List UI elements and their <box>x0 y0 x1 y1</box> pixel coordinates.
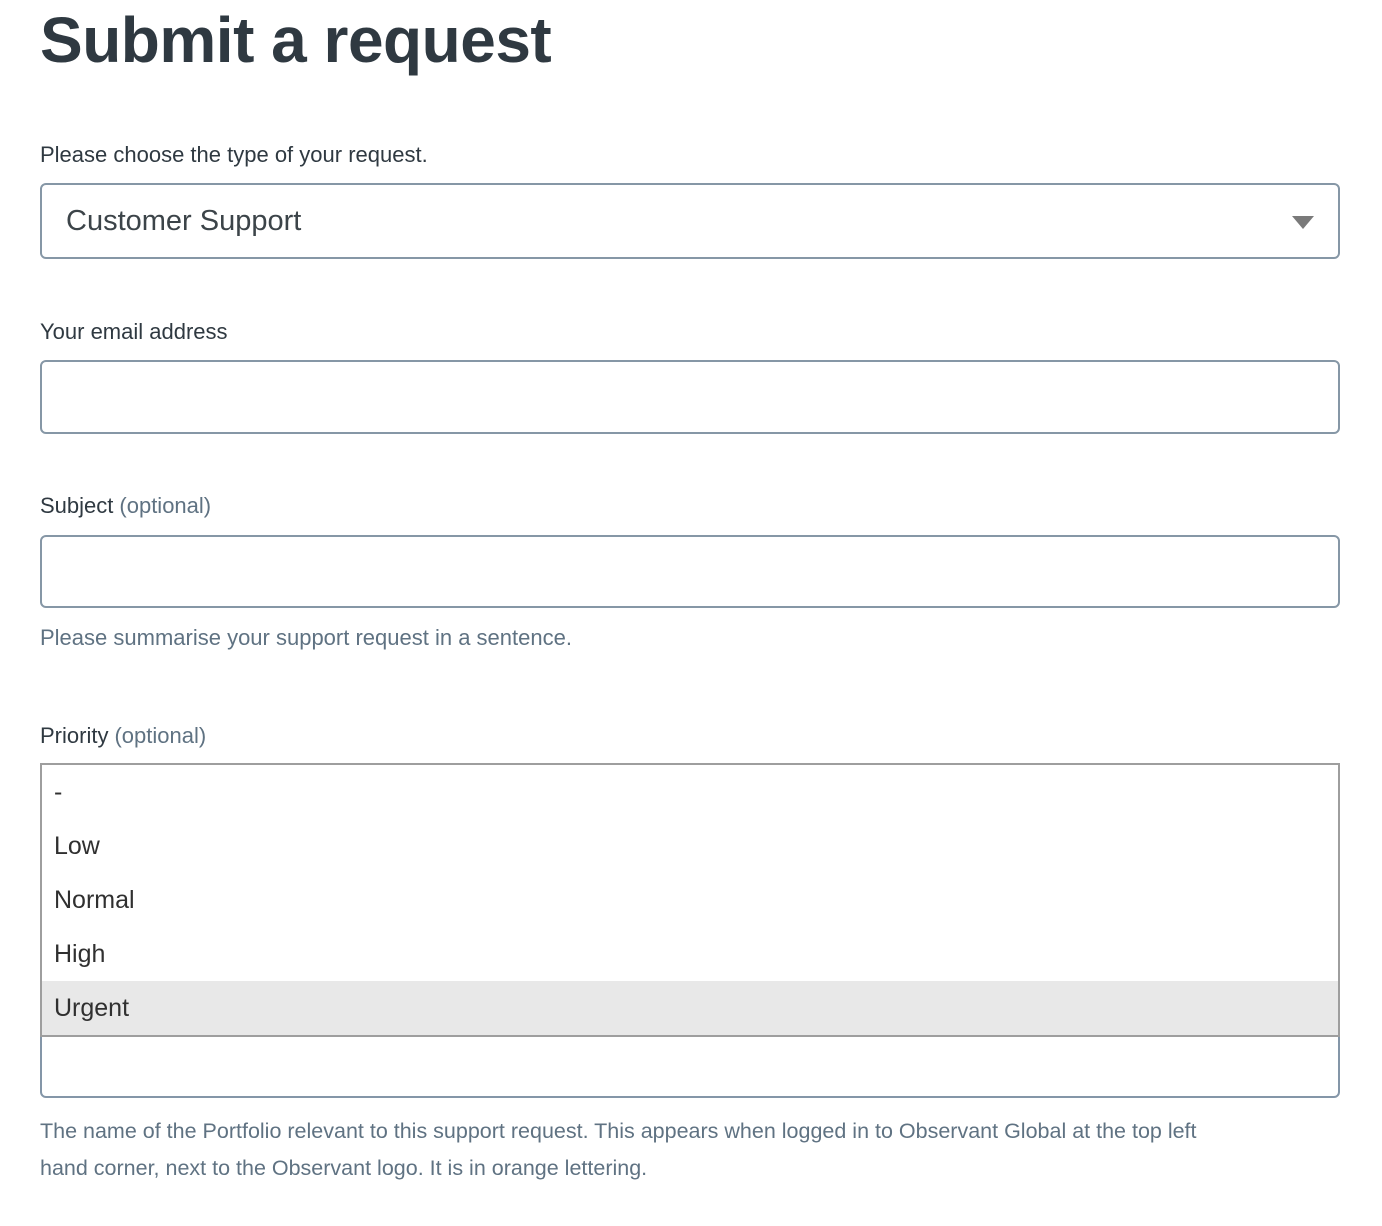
priority-dropdown <box>40 763 1340 1037</box>
subject-input[interactable] <box>40 535 1340 608</box>
priority-option-urgent[interactable]: Urgent <box>42 981 1338 1035</box>
email-input[interactable] <box>40 360 1340 434</box>
chevron-down-icon <box>1292 216 1314 229</box>
priority-option-high[interactable]: High <box>54 939 106 968</box>
priority-label-text: Priority <box>40 723 109 748</box>
portfolio-help-line-2: hand corner, next to the Observant logo. It is in orange lettering. <box>40 1156 648 1180</box>
priority-option-low[interactable]: Low <box>54 831 100 860</box>
subject-optional-tag: (optional) <box>119 493 212 518</box>
request-type-selected-value: Customer Support <box>66 204 302 237</box>
portfolio-help-text <box>40 1113 1340 1187</box>
request-type-select[interactable] <box>40 183 1340 259</box>
priority-option-none[interactable]: - <box>54 777 63 806</box>
portfolio-help-line-1: The name of the Portfolio relevant to this support request. This appears when logged in to Observant Global at the top left <box>40 1119 1197 1143</box>
email-label: Your email address <box>40 319 228 344</box>
request-type-label: Please choose the type of your request. <box>40 142 428 167</box>
subject-help-text: Please summarise your support request in a sentence. <box>40 625 572 650</box>
subject-label-text: Subject <box>40 493 114 518</box>
priority-option-normal[interactable]: Normal <box>54 885 135 914</box>
priority-label <box>40 722 1340 749</box>
subject-label <box>40 492 1340 519</box>
priority-optional-tag: (optional) <box>114 723 207 748</box>
page-title: Submit a request <box>40 4 552 76</box>
